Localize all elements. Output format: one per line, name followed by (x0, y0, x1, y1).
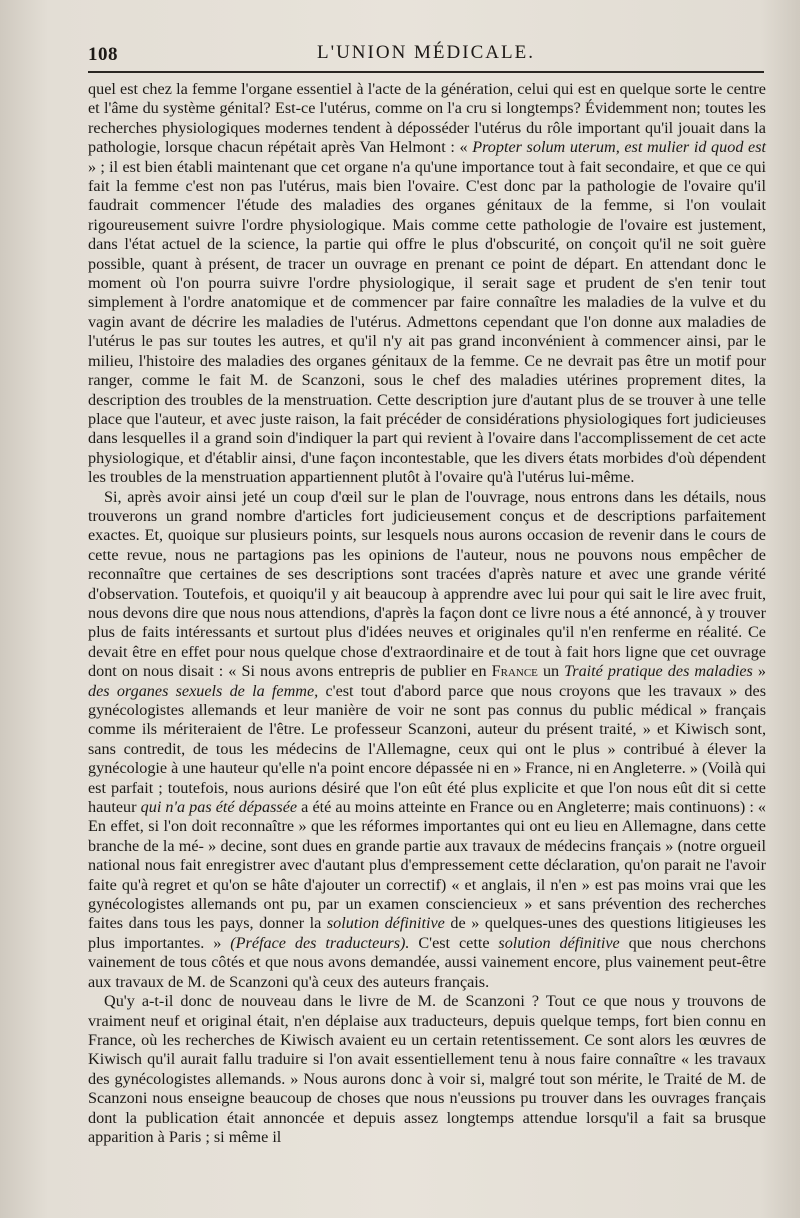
text-segment: des organes sexuels de la femme, (88, 681, 319, 700)
text-segment: un (537, 662, 565, 681)
header-rule (88, 71, 764, 73)
text-segment: Propter solum uterum, est mulier id quod est (472, 138, 767, 157)
paragraph-1 (88, 80, 766, 488)
text-segment: de » quelques-unes des questions litigieuses les plus importantes. » (88, 914, 766, 952)
paragraph-3 (88, 992, 766, 1147)
text-segment: » ; il est bien établi maintenant que cet organe n'a qu'une importance tout à fait secondaire, et que ce qui fait la femme c'est non pas l'utérus, mais bien l'ovaire. C'est donc par la pathologie de l'ovaire qu'il faudrait commencer l'étude des maladies des organes génitaux de la femme, si l'on voulait rigoureusement suivre l'ordre physiologique. Mais comme cette pathologie de l'ovaire est justement, dans l'état actuel de la science, la partie qui offre le plus d'obscurité, on conçoit qu'il ne soit guère possible, quant à présent, de tracer un ouvrage en prenant ce point de départ. En attendant donc le moment où l'on pourra suivre l'ordre physiologique, il serait sage et prudent de s'en tenir tout simplement à l'ordre anatomique et de commencer par faire connaître les maladies de la vulve et du vagin avant de décrire les maladies de l'utérus. Admettons cependant que l'on donne aux maladies de l'utérus le pas sur toutes les autres, et qu'il n'y ait pas grand inconvénient à commencer ainsi, par le milieu, l'histoire des maladies des organes génitaux de la femme. Ce ne devrait pas être un motif pour ranger, comme le fait M. de Scanzoni, sous le chef des maladies utérines proprement dites, la description des troubles de la menstruation. Cette description jure d'autant plus de se trouver à une telle place que l'auteur, et avec juste raison, la fait précéder de considérations physiologiques fort judicieuses dans lesquelles il a grand soin d'indiquer la part qui revient à l'ovaire dans l'accomplissement de cet acte physiologique, et d'établir ainsi, d'une façon incontestable, que les divers états morbides d'où dépendent les troubles de la menstruation appartiennent plutôt à l'ovaire qu'à l'utérus lui-même. (88, 157, 766, 487)
text-segment: » (752, 662, 766, 681)
body-text (88, 80, 766, 1147)
text-segment: solution définitive (498, 933, 620, 952)
text-segment: Si, après avoir ainsi jeté un coup d'œil sur le plan de l'ouvrage, nous entrons dans les détails, nous trouverons un grand nombre d'articles fort judicieusement conçus et de descriptions parfaitement exactes. Et, quoique sur plusieurs points, sur lesquels nous aurons occasion de revenir dans le cours de cette revue, nous ne partagions pas les opinions de l'auteur, nous ne pouvons nous empêcher de reconnaître que certaines de ses descriptions sont tracées d'après nature et avec une grande vérité d'observation. Toutefois, et quoiqu'il y ait beaucoup à apprendre avec lui pour qui sait le lire avec fruit, nous devons dire que nous nous attendions, d'après la façon dont ce livre nous a été annoncé, à y trouver plus de faits intéressants et surtout plus d'idées neuves et originales qu'il n'en renferme en réalité. Ce devait être en effet pour nous quelque chose d'extraordinaire et de tout à fait hors ligne que cet ouvrage dont on nous disait : « Si nous avons entrepris de publier en (88, 487, 766, 681)
page-header (88, 38, 764, 68)
running-title: L'UNION MÉDICALE. (317, 42, 535, 63)
text-segment: France (491, 662, 538, 681)
paragraph-2 (88, 488, 766, 993)
text-segment: que nous cherchons vainement de tous côtés et que nous avons demandée, aussi vainement encore, plus vainement peut-être aux travaux de M. de Scanzoni qu'à ceux des auteurs français. (88, 933, 766, 991)
text-segment: quel est chez la femme l'organe essentiel à l'acte de la génération, celui qui est en quelque sorte le centre et l'âme du système génital? Est-ce l'utérus, comme on l'a cru si longtemps? Évidemment non; toutes les recherches physiologiques modernes tendent à déposséder l'utérus du rôle important qu'il jouait dans la pathologie, lorsque chacun répétait après Van Helmont : « (88, 80, 766, 157)
page-number: 108 (88, 44, 118, 65)
text-segment: Traité pratique des maladies (564, 662, 753, 681)
text-segment: a été au moins atteinte en France ou en Angleterre; mais continuons) : « En effet, si l'on doit reconnaître » que les réformes importantes qui ont eu lieu en Allemagne, dans cette branche de la mé- » decine, sont dues en grande partie aux travaux de médecins français » (notre orgueil national nous fait enregistrer avec d'autant plus d'empressement cette déclaration, qu'on parait ne l'avoir faite qu'à regret et qu'on se hâte d'ajouter un correctif) « et anglais, il n'en » est pas moins vrai que les gynécologistes allemands ont pu, par un examen consciencieux » et sans prévention des recherches faites dans tous les pays, donner la (88, 798, 766, 933)
text-segment: qui n'a pas été dépassée (140, 798, 298, 817)
text-segment: C'est cette (409, 933, 499, 952)
text-segment: Qu'y a-t-il donc de nouveau dans le livre de M. de Scanzoni ? Tout ce que nous y trouvons de vraiment neuf et original était, n'en déplaise aux traducteurs, depuis quelque temps, fort bien connu en France, où les recherches de Kiwisch avaient eu un certain retentissement. Ce sont alors les œuvres de Kiwisch qu'il aurait fallu traduire si l'on avait essentiellement tenu à nous faire connaître « les travaux des gynécologistes allemands. » Nous aurons donc à voir si, malgré tout son mérite, le Traité de M. de Scanzoni nous enseigne beaucoup de choses que nous n'eussions pu trouver dans les ouvrages français dont la publication était annoncée et depuis assez longtemps attendue lorsqu'il a fait sa brusque apparition à Paris ; si même il (88, 992, 766, 1146)
text-segment: solution définitive (326, 914, 445, 933)
text-segment: (Préface des traducteurs). (230, 933, 410, 952)
text-segment: c'est tout d'abord parce que nous croyons que les travaux » des gynécologistes allemands et leur manière de voir ne sont pas connus du public médical » français comme ils mériteraient de l'être. Le professeur Scanzoni, auteur du présent traité, » et Kiwisch sont, sans contredit, de tous les médecins de l'Allemagne, ceux qui ont le plus » contribué à élever la gynécologie à une hauteur qu'elle n'a point encore dépassée ni en » France, ni en Angleterre. » (Voilà qui est parfait ; toutefois, nous aurions désiré que l'on eût été plus explicite et que l'on nous eût dit si cette hauteur (88, 681, 766, 817)
